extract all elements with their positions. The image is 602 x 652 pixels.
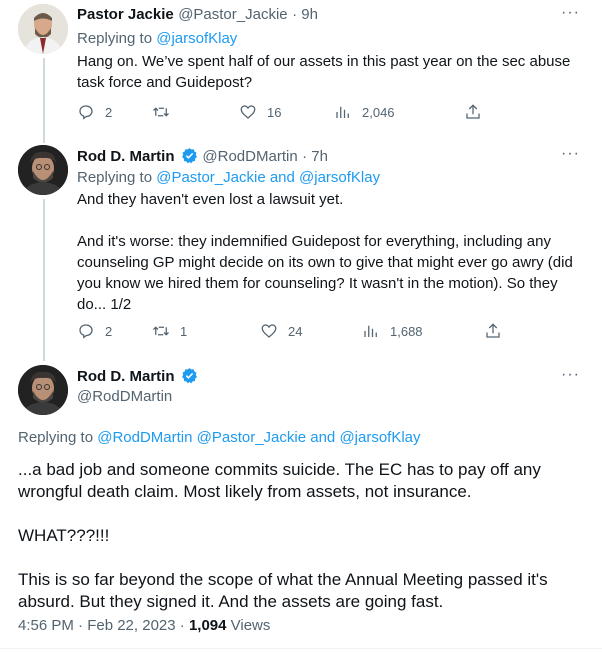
replying-to-label: Replying to <box>77 30 153 47</box>
views-icon <box>334 103 352 121</box>
like-count: 24 <box>288 323 303 339</box>
tweet-header <box>77 367 198 386</box>
more-options-icon[interactable]: ··· <box>561 4 580 21</box>
tweet-rod-martin-reply[interactable] <box>0 136 602 352</box>
thread-connector <box>43 199 45 352</box>
like-count: 16 <box>267 104 282 120</box>
avatar[interactable] <box>18 145 68 195</box>
display-name[interactable]: Pastor Jackie <box>77 6 174 23</box>
reply-count: 2 <box>105 323 113 339</box>
reply-icon <box>77 322 95 340</box>
share-button[interactable] <box>464 103 482 121</box>
reply-count: 2 <box>105 104 113 120</box>
thread-connector-top <box>43 136 45 143</box>
replying-to-link[interactable]: @Pastor_Jackie and @jarsofKlay <box>156 169 381 186</box>
heart-icon <box>260 322 278 340</box>
replying-to-link[interactable]: @RodDMartin @Pastor_Jackie and @jarsofKlay <box>97 429 421 446</box>
tweet-text: ...a bad job and someone commits suicide. The EC has to pay off any wrongful death claim. Most likely from assets, not insurance. WHAT???!!! This is so far beyond the scope of what the Annual Meeting passed it's absurd. But they signed it. And the assets are going fast. <box>18 460 548 611</box>
replying-to <box>77 30 237 47</box>
tweet-header <box>77 6 318 24</box>
tweet-time[interactable]: · 9h <box>292 6 318 23</box>
like-button[interactable] <box>239 103 334 121</box>
replying-to <box>18 429 421 446</box>
verified-badge-icon <box>181 367 198 384</box>
divider <box>0 648 602 649</box>
tweet-actions <box>77 103 507 121</box>
tweet-text: And they haven't even lost a lawsuit yet. And it's worse: they indemnified Guidepost for everything, including any counseling GP might decide on its own to give that might ever go awry (did you know we hired them for counseling? It wasn't in the motion). So they do... 1/2 <box>77 191 573 313</box>
timestamp[interactable]: 4:56 PM · Feb 22, 2023 · <box>18 617 189 634</box>
share-icon <box>484 322 502 340</box>
tweet-rod-martin-main <box>0 352 602 652</box>
avatar[interactable] <box>18 365 68 415</box>
reply-button[interactable] <box>77 322 152 340</box>
avatar[interactable] <box>18 4 68 54</box>
reply-icon <box>77 103 95 121</box>
more-options-icon[interactable]: ··· <box>561 145 580 162</box>
replying-to-link[interactable]: @jarsofKlay <box>156 30 238 47</box>
tweet-pastor-jackie[interactable] <box>0 0 602 136</box>
tweet-meta <box>18 617 270 634</box>
tweet-header <box>77 147 328 166</box>
thread-connector-top <box>43 352 45 361</box>
retweet-button[interactable] <box>152 103 239 121</box>
tweet-text: Hang on. We’ve spent half of our assets in this past year on the sec abuse task force and Guidepost? <box>77 53 575 91</box>
tweet-actions <box>77 322 507 340</box>
views-count: 2,046 <box>362 104 395 120</box>
retweet-button[interactable] <box>152 322 260 340</box>
display-name[interactable]: Rod D. Martin <box>77 148 175 165</box>
retweet-icon <box>152 103 170 121</box>
retweet-icon <box>152 322 170 340</box>
replying-to-label: Replying to <box>77 169 153 186</box>
views-button[interactable] <box>362 322 484 340</box>
reply-button[interactable] <box>77 103 152 121</box>
user-handle[interactable]: @Pastor_Jackie <box>178 6 288 23</box>
verified-badge-icon <box>181 147 198 164</box>
views-icon <box>362 322 380 340</box>
user-handle[interactable]: @RodDMartin <box>77 388 173 405</box>
share-icon <box>464 103 482 121</box>
tweet-time[interactable]: · 7h <box>302 148 328 165</box>
heart-icon <box>239 103 257 121</box>
retweet-count: 1 <box>180 323 188 339</box>
views-count: 1,688 <box>390 323 423 339</box>
more-options-icon[interactable]: ··· <box>561 366 580 383</box>
replying-to-label: Replying to <box>18 429 94 446</box>
views-label: Views <box>226 617 271 634</box>
user-handle[interactable]: @RodDMartin <box>202 148 298 165</box>
views-button[interactable] <box>334 103 464 121</box>
like-button[interactable] <box>260 322 362 340</box>
thread-connector <box>43 58 45 136</box>
views-count: 1,094 <box>188 617 227 634</box>
replying-to <box>77 169 380 186</box>
display-name[interactable]: Rod D. Martin <box>77 368 175 385</box>
share-button[interactable] <box>484 322 502 340</box>
